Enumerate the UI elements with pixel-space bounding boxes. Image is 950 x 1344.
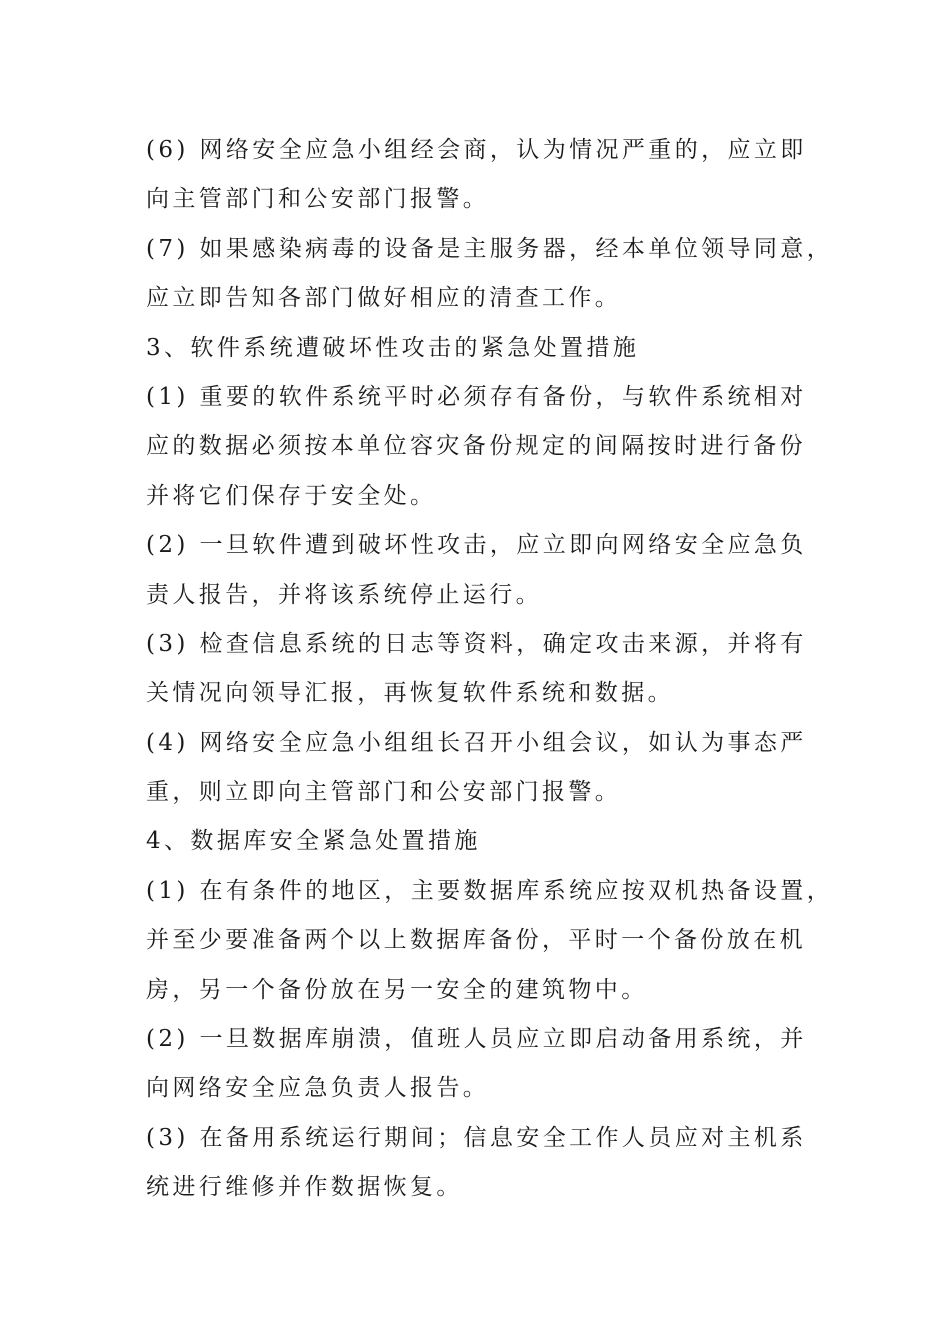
text-line: 并至少要准备两个以上数据库备份，平时一个备份放在机 bbox=[146, 927, 806, 954]
text-line: (3) 检查信息系统的日志等资料，确定攻击来源，并将有 bbox=[146, 630, 807, 657]
text-line: 应立即告知各部门做好相应的清查工作。 bbox=[146, 285, 622, 312]
text-line: (2) 一旦软件遭到破坏性攻击，应立即向网络安全应急负 bbox=[146, 532, 807, 559]
section-heading: 4、数据库安全紧急处置措施 bbox=[146, 828, 481, 855]
text-line: 向主管部门和公安部门报警。 bbox=[146, 186, 490, 213]
text-line: 关情况向领导汇报，再恢复软件系统和数据。 bbox=[146, 680, 674, 707]
document-body bbox=[146, 126, 834, 1213]
text-line: (1) 重要的软件系统平时必须存有备份，与软件系统相对 bbox=[146, 383, 807, 410]
text-line: 房，另一个备份放在另一安全的建筑物中。 bbox=[146, 976, 648, 1003]
section-heading: 3、软件系统遭破坏性攻击的紧急处置措施 bbox=[146, 334, 640, 361]
text-line: 重，则立即向主管部门和公安部门报警。 bbox=[146, 779, 622, 806]
text-line: (3) 在备用系统运行期间；信息安全工作人员应对主机系 bbox=[146, 1124, 807, 1151]
text-line: 并将它们保存于安全处。 bbox=[146, 482, 437, 509]
text-line: 向网络安全应急负责人报告。 bbox=[146, 1075, 490, 1102]
text-line: (7) 如果感染病毒的设备是主服务器，经本单位领导同意， bbox=[146, 235, 834, 262]
text-line: (4) 网络安全应急小组组长召开小组会议，如认为事态严 bbox=[146, 729, 807, 756]
text-line: (1) 在有条件的地区，主要数据库系统应按双机热备设置， bbox=[146, 877, 834, 904]
text-line: 统进行维修并作数据恢复。 bbox=[146, 1174, 463, 1201]
text-line: 责人报告，并将该系统停止运行。 bbox=[146, 581, 542, 608]
text-line: 应的数据必须按本单位容灾备份规定的间隔按时进行备份 bbox=[146, 433, 806, 460]
text-line: (6) 网络安全应急小组经会商，认为情况严重的，应立即 bbox=[146, 137, 807, 163]
text-line: (2) 一旦数据库崩溃，值班人员应立即启动备用系统，并 bbox=[146, 1026, 807, 1053]
